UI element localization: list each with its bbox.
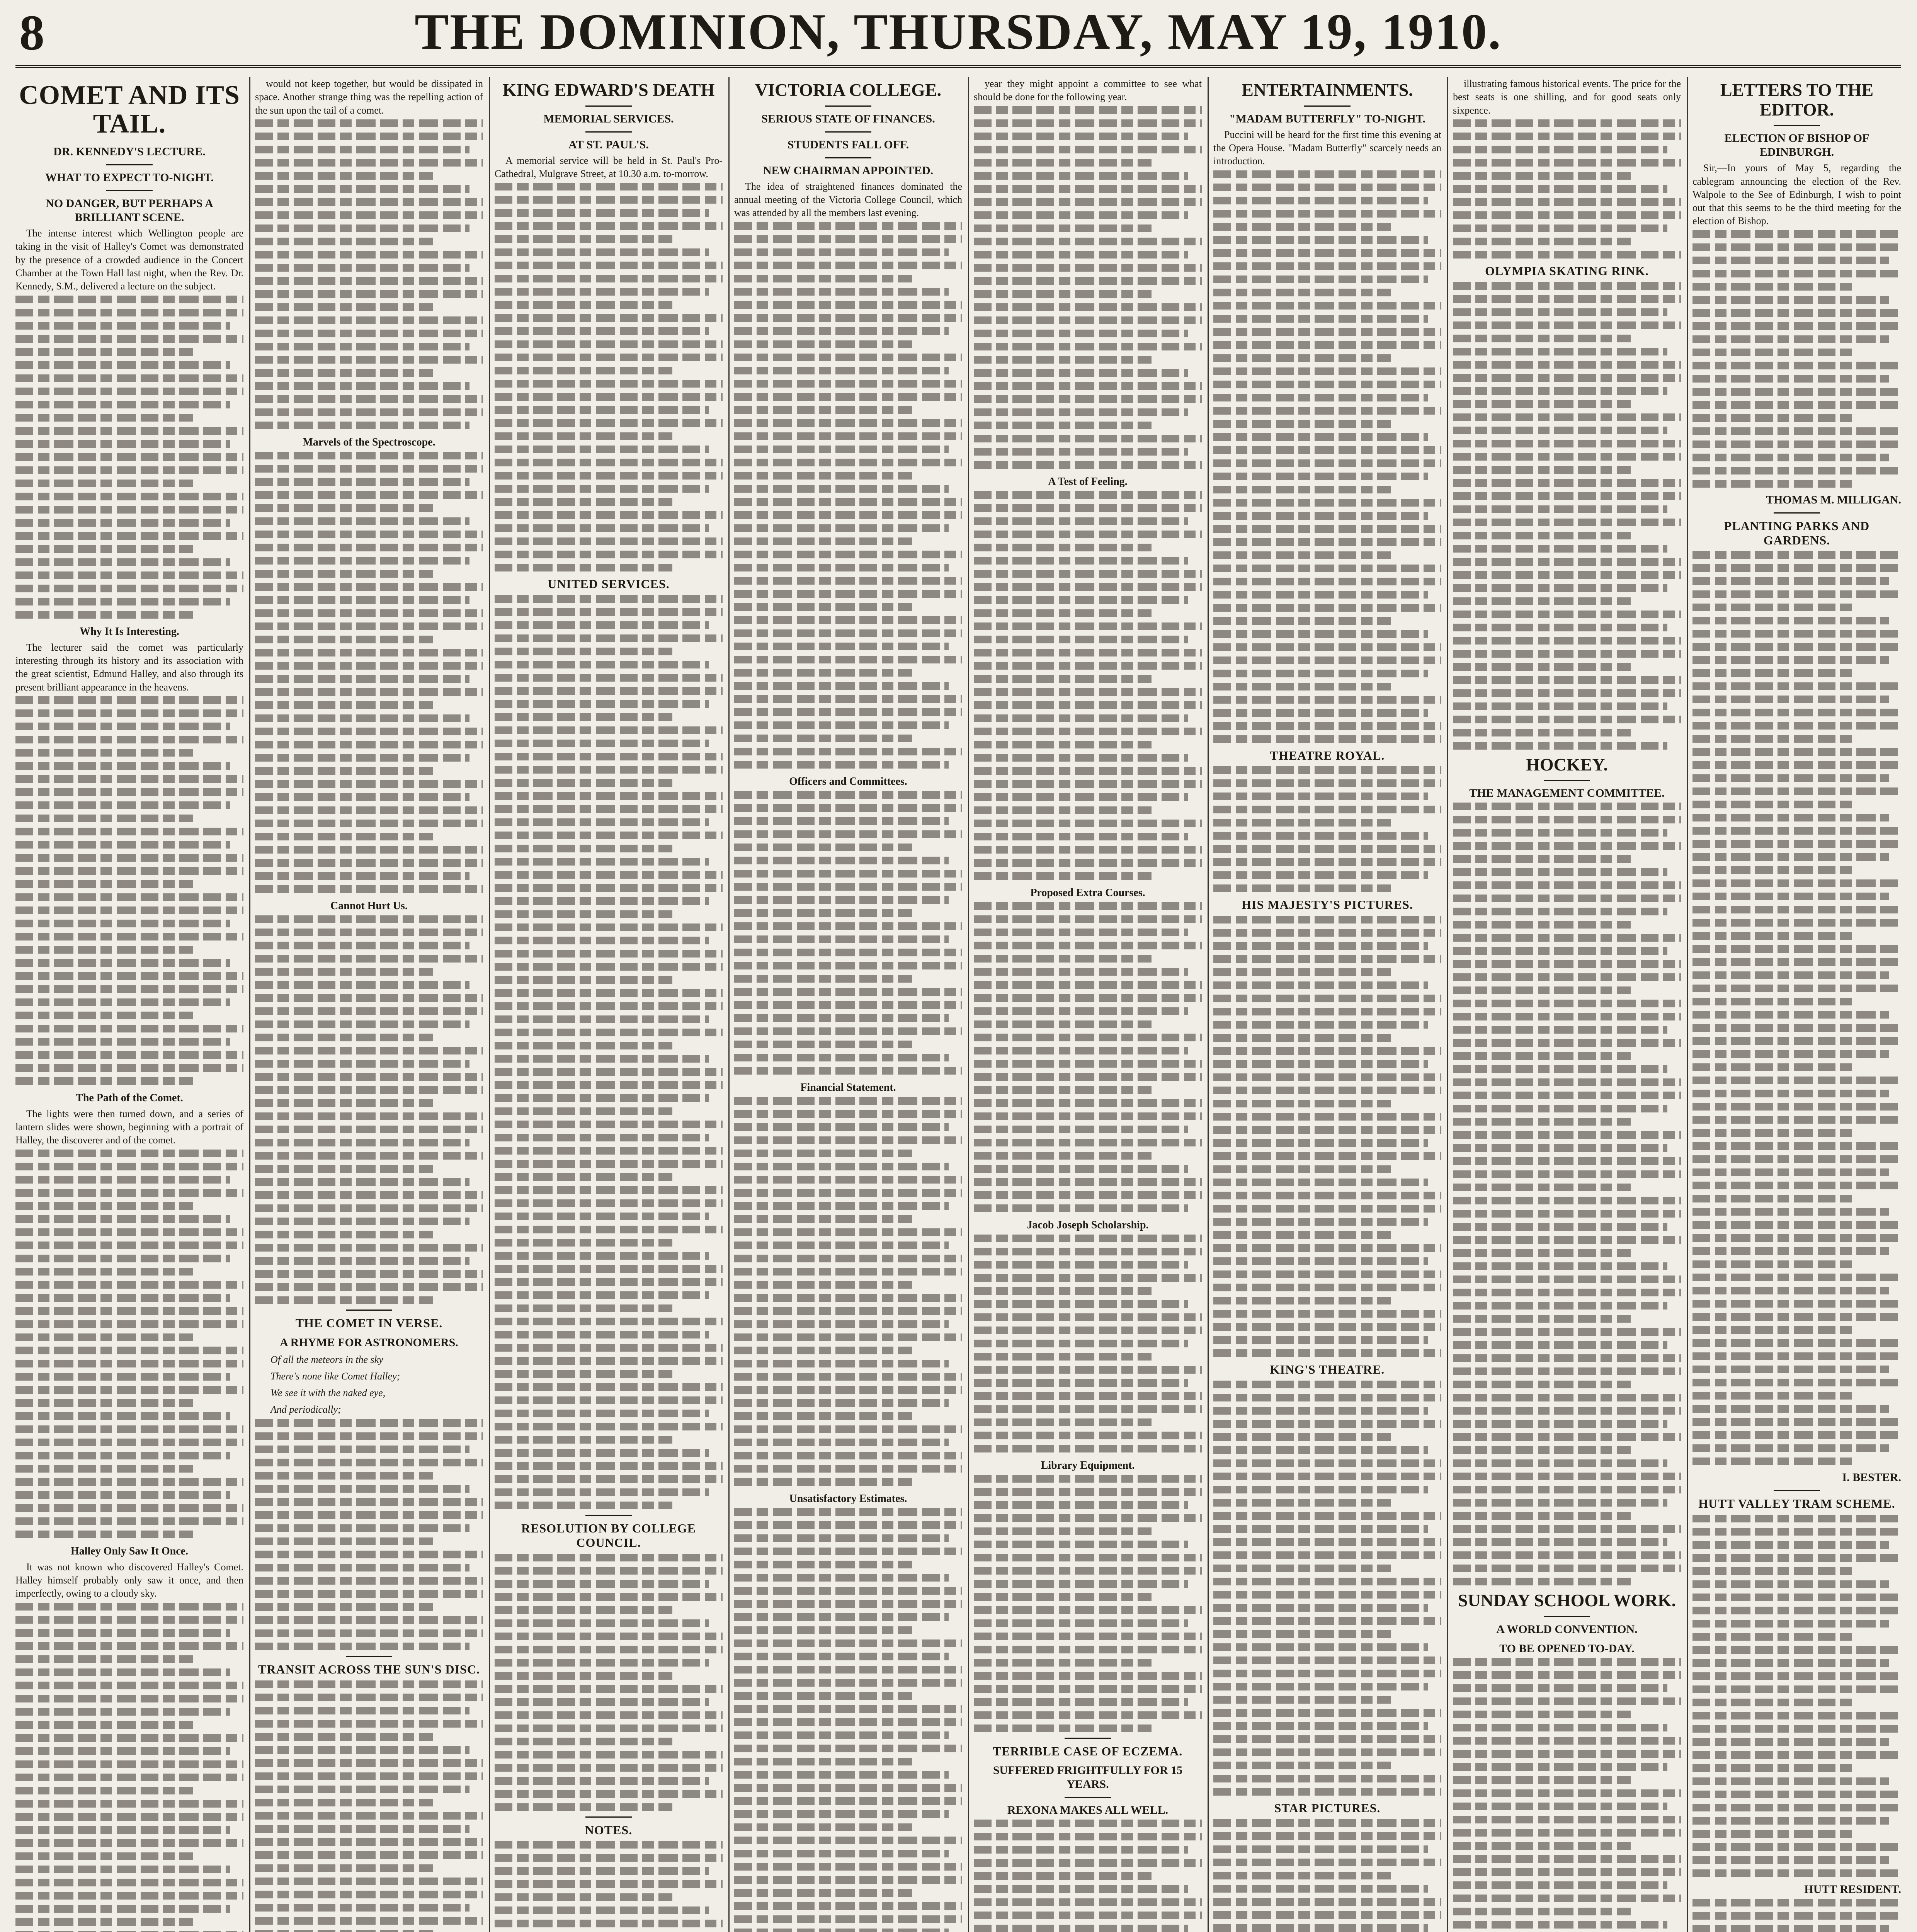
section-heading: Jacob Joseph Scholarship. [1027, 1219, 1149, 1231]
subhead-no-danger: NO DANGER, BUT PERHAPS A BRILLIANT SCENE. [46, 197, 213, 224]
text-block [1453, 282, 1681, 750]
poem-heading: THE COMET IN VERSE. [295, 1316, 443, 1330]
column-sports-and-notes [1453, 77, 1681, 1932]
text-block [15, 1150, 243, 1538]
column-rule [968, 77, 969, 1932]
transit-heading: TRANSIT ACROSS THE SUN'S DISC. [258, 1662, 480, 1677]
divider [1544, 1616, 1590, 1617]
column-college-continued [974, 77, 1202, 1932]
subhead-finances: SERIOUS STATE OF FINANCES. [761, 112, 935, 125]
section-heading: UNITED SERVICES. [548, 577, 670, 591]
subhead-butterfly: "MADAM BUTTERFLY" TO-NIGHT. [1229, 112, 1426, 125]
subhead-lecture: DR. KENNEDY'S LECTURE. [53, 145, 206, 158]
text-block [1692, 230, 1901, 488]
text-block [1213, 916, 1441, 1357]
paragraph: Puccini will be heard for the first time this evening at the Opera House. "Madam Butterfly" scarcely needs an introduction. [1213, 129, 1441, 167]
paragraph: would not keep together, but would be dissipated in space. Another strange thing was the repelling action of the sun upon the tail of a comet. [255, 78, 483, 116]
text-block [1692, 1899, 1901, 1932]
divider [1774, 512, 1820, 514]
text-block [255, 1419, 483, 1650]
divider [825, 157, 871, 158]
text-block [1692, 551, 1901, 1465]
text-block [974, 106, 1202, 469]
page-number: 8 [19, 5, 44, 61]
section-heading: Why It Is Interesting. [80, 625, 179, 638]
subhead-st-pauls: AT ST. PAUL'S. [568, 138, 649, 151]
subhead: A WORLD CONVENTION. [1496, 1622, 1638, 1636]
column-rule [1687, 77, 1688, 1932]
headline-comet: COMET AND ITS TAIL. [19, 80, 240, 139]
section-heading: OLYMPIA SKATING RINK. [1485, 264, 1649, 278]
poem-line: There's none like Comet Halley; [270, 1370, 400, 1382]
section-heading: HUTT VALLEY TRAM SCHEME. [1698, 1497, 1895, 1511]
column-victoria-college [734, 77, 962, 1932]
text-block [1213, 1819, 1441, 1932]
text-block [15, 696, 243, 1085]
divider [1065, 1738, 1111, 1739]
section-heading: Financial Statement. [800, 1081, 896, 1094]
section-heading: The Path of the Comet. [76, 1092, 183, 1104]
section-heading: Cannot Hurt Us. [330, 900, 408, 912]
column-rule [1208, 77, 1209, 1932]
section-heading: STAR PICTURES. [1274, 1801, 1381, 1815]
section-heading: A Test of Feeling. [1048, 475, 1128, 488]
column-king-edward [495, 77, 723, 1932]
section-heading: NOTES. [585, 1823, 633, 1837]
text-block [734, 1097, 962, 1486]
text-block [1213, 1381, 1441, 1796]
text-block [974, 902, 1202, 1212]
divider [106, 164, 153, 165]
paragraph: The lights were then turned down, and a series of lantern slides were shown, beginning with a portrait of Halley, the discoverer and of the comet. [15, 1108, 243, 1146]
text-block [734, 1508, 962, 1932]
article-intro: The intense interest which Wellington people are taking in the visit of Halley's Comet was demonstrated by the presence of a crowded audience in the Concert Chamber at the Town Hall last night, when the Rev. Dr. Kennedy, S.M., delivered a lecture on the subject. [15, 228, 243, 292]
section-heading: Halley Only Saw It Once. [70, 1545, 189, 1557]
text-block [734, 222, 962, 769]
text-block [974, 1235, 1202, 1452]
section-heading: PLANTING PARKS AND GARDENS. [1724, 519, 1870, 547]
subhead-memorial: MEMORIAL SERVICES. [543, 112, 674, 125]
text-block [1453, 119, 1681, 259]
signature: HUTT RESIDENT. [1804, 1883, 1901, 1896]
divider [825, 131, 871, 133]
paragraph: A memorial service will be held in St. Paul's Pro-Cathedral, Mulgrave Street, at 10.30 a.m. to-morrow. [495, 155, 723, 179]
divider [1065, 1797, 1111, 1798]
columns [15, 77, 1901, 1932]
column-rule [728, 77, 730, 1932]
section-heading: Library Equipment. [1041, 1459, 1135, 1471]
section-heading: HOCKEY. [1526, 754, 1608, 774]
column-letters [1692, 77, 1901, 1932]
divider [1774, 1490, 1820, 1491]
headline-entertainments: ENTERTAINMENTS. [1242, 80, 1413, 100]
divider [585, 131, 632, 133]
paragraph: It was not known who discovered Halley's Comet. Halley himself probably only saw it once, and then imperfectly, owing to a cloudy sky. [15, 1561, 243, 1599]
text-block [1453, 1658, 1681, 1932]
text-block [1213, 766, 1441, 892]
subhead: THE MANAGEMENT COMMITTEE. [1469, 787, 1665, 800]
divider [825, 105, 871, 107]
divider [585, 1816, 632, 1818]
text-block [255, 119, 483, 429]
text-block [255, 1680, 483, 1932]
column-entertainments [1213, 77, 1441, 1932]
poem-line: And periodically; [270, 1404, 341, 1415]
divider [346, 1310, 392, 1311]
text-block [734, 791, 962, 1075]
text-block [1692, 1515, 1901, 1877]
text-block [495, 183, 723, 571]
text-block [974, 1820, 1202, 1932]
column-rule [1447, 77, 1448, 1932]
text-block [15, 1603, 243, 1932]
paragraph: Sir,—In yours of May 5, regarding the cablegram announcing the election of the Rev. Walpole to the See of Edinburgh, I wish to point out that this seems to be the third meeting for the election of Bishop. [1692, 162, 1901, 227]
poem-line: Of all the meteors in the sky [270, 1354, 383, 1365]
paragraph: The lecturer said the comet was particularly interesting through its history and its association with the great scientist, Edmund Halley, and also through its present brilliant appearance in the heavens. [15, 641, 243, 693]
paper-title: THE DOMINION, THURSDAY, MAY 19, 1910. [415, 3, 1502, 60]
text-block [495, 1841, 723, 1932]
paragraph: year they might appoint a committee to see what should be done for the following year. [974, 78, 1202, 103]
newspaper-page [15, 0, 1901, 1932]
column-rule [249, 77, 250, 1932]
section-heading: KING'S THEATRE. [1270, 1362, 1385, 1377]
eczema-subheading: SUFFERED FRIGHTFULLY FOR 15 YEARS. [993, 1764, 1183, 1791]
section-heading: HIS MAJESTY'S PICTURES. [1242, 898, 1413, 912]
text-block [495, 1554, 723, 1811]
text-block [1453, 803, 1681, 1585]
text-block [495, 595, 723, 1509]
section-heading: SUNDAY SCHOOL WORK. [1458, 1590, 1676, 1611]
eczema-subheading: REXONA MAKES ALL WELL. [1007, 1804, 1169, 1817]
subhead-chairman: NEW CHAIRMAN APPOINTED. [763, 164, 934, 177]
divider [346, 1656, 392, 1657]
section-heading: RESOLUTION BY COLLEGE COUNCIL. [521, 1521, 696, 1549]
divider [1304, 105, 1351, 107]
subhead-expect: WHAT TO EXPECT TO-NIGHT. [45, 171, 214, 184]
text-block [1213, 170, 1441, 743]
text-block [974, 1475, 1202, 1732]
divider [106, 190, 153, 191]
poem-line: We see it with the naked eye, [270, 1387, 386, 1398]
poem-subheading: A RHYME FOR ASTRONOMERS. [280, 1336, 458, 1349]
eczema-heading: TERRIBLE CASE OF ECZEMA. [993, 1744, 1183, 1758]
masthead [15, 0, 1901, 66]
text-block [974, 491, 1202, 880]
section-heading: Marvels of the Spectroscope. [303, 436, 435, 448]
column-comet [15, 77, 243, 1932]
section-heading: Officers and Committees. [789, 775, 907, 787]
divider [585, 1515, 632, 1516]
signature: I. BESTER. [1842, 1471, 1901, 1484]
divider [585, 105, 632, 107]
section-heading: Unsatisfactory Estimates. [789, 1492, 907, 1505]
headline-victoria-college: VICTORIA COLLEGE. [755, 80, 942, 100]
headline-king-edward: KING EDWARD'S DEATH [502, 80, 715, 100]
text-block [255, 915, 483, 1304]
headline-letters: LETTERS TO THE EDITOR. [1720, 80, 1874, 119]
column-comet-continued [255, 77, 483, 1932]
divider [1544, 780, 1590, 781]
signature: THOMAS M. MILLIGAN. [1766, 493, 1901, 506]
text-block [15, 296, 243, 619]
subhead-bishop: ELECTION OF BISHOP OF EDINBURGH. [1724, 132, 1869, 159]
masthead-rule [15, 65, 1901, 68]
section-heading: Proposed Extra Courses. [1030, 886, 1145, 899]
subhead-students: STUDENTS FALL OFF. [787, 138, 909, 151]
text-block [255, 452, 483, 893]
column-rule [489, 77, 490, 1932]
paragraph: illustrating famous historical events. The price for the best seats is one shilling, and for good seats only sixpence. [1453, 78, 1681, 116]
paragraph: The idea of straightened finances dominated the annual meeting of the Victoria College Council, which was attended by all the members last evening. [734, 180, 962, 219]
divider [1774, 125, 1820, 126]
section-heading: THEATRE ROYAL. [1270, 748, 1385, 762]
subhead: TO BE OPENED TO-DAY. [1499, 1642, 1635, 1655]
